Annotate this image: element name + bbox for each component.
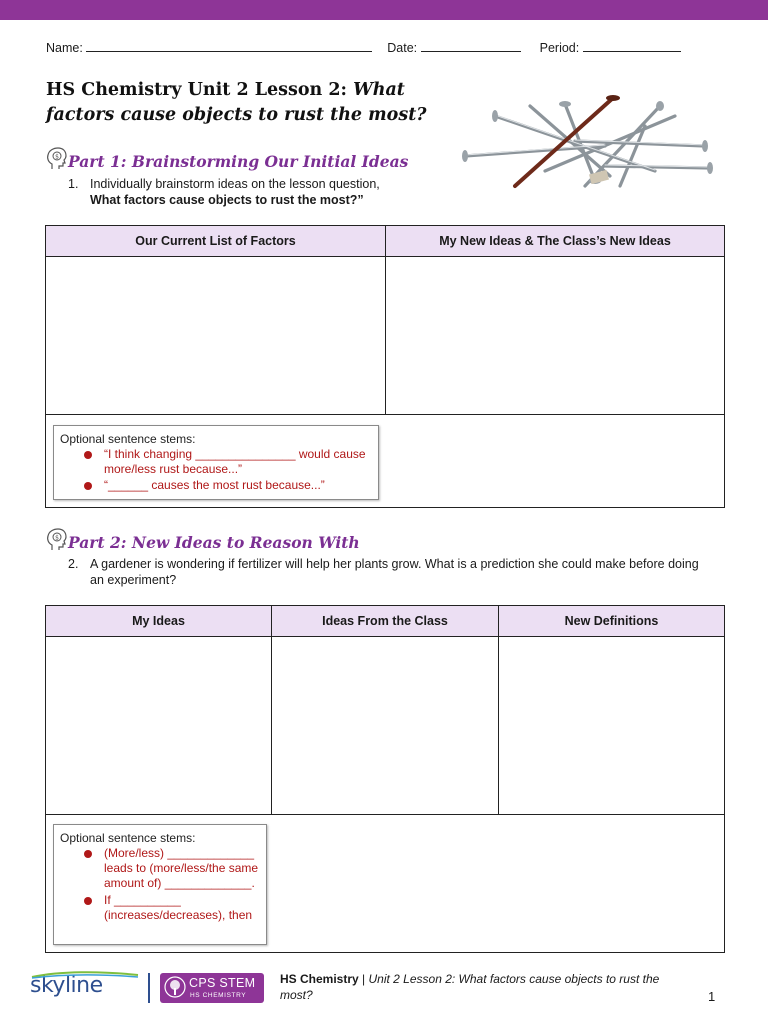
- page-number: 1: [708, 989, 716, 1004]
- title-plain: HS Chemistry Unit 2 Lesson 2:: [46, 80, 347, 100]
- cps-stem-subtitle: HS CHEMISTRY: [190, 992, 247, 999]
- logo-divider: [148, 973, 150, 1003]
- part2-heading: [46, 527, 360, 552]
- part2-stem-item: If __________ (increases/decreases), then: [84, 893, 260, 923]
- bullet-icon: [84, 850, 92, 858]
- top-accent-bar: [0, 0, 768, 20]
- footer-lesson: Unit 2 Lesson 2: What factors cause objects to rust the most?: [280, 972, 660, 1002]
- part2-stems-label: Optional sentence stems:: [60, 831, 196, 845]
- svg-text:$: $: [55, 534, 59, 541]
- bullet-icon: [84, 897, 92, 905]
- name-label: Name:: [46, 41, 83, 55]
- question-1-text: Individually brainstorm ideas on the lesson question,: [90, 177, 380, 191]
- tree-icon: [164, 976, 186, 1000]
- brain-dollar-icon: [46, 528, 68, 552]
- part2-stem-item: (More/less) _____________ leads to (more/less/the same amount of) _____________.: [84, 846, 260, 891]
- footer-separator: |: [358, 972, 369, 986]
- question-2-text: A gardener is wondering if fertilizer will help her plants grow. What is a prediction she could make before doing an experiment?: [90, 557, 699, 587]
- footer-course-text: [280, 971, 680, 1003]
- page-title: [46, 78, 466, 128]
- date-field[interactable]: [421, 40, 521, 52]
- part1-new-ideas-cell[interactable]: [386, 257, 725, 415]
- cps-stem-name: CPS STEM: [189, 976, 256, 990]
- part2-definitions-cell[interactable]: [499, 637, 725, 815]
- part1-header-current-factors: Our Current List of Factors: [46, 226, 386, 257]
- skyline-swoosh-icon: [30, 969, 140, 979]
- skyline-logo: skyline: [30, 973, 103, 998]
- question-1-number: 1.: [68, 177, 79, 191]
- part1-stems-label: Optional sentence stems:: [60, 432, 196, 446]
- footer-course: HS Chemistry: [280, 972, 359, 986]
- period-field[interactable]: [583, 40, 681, 52]
- part2-header-my-ideas: My Ideas: [46, 606, 272, 637]
- part1-header-new-ideas: My New Ideas & The Class’s New Ideas: [386, 226, 725, 257]
- bullet-icon: [84, 482, 92, 490]
- part1-stem-item: “______ causes the most rust because...”: [84, 478, 372, 493]
- page-footer: [0, 965, 768, 1015]
- part2-header-class-ideas: Ideas From the Class: [272, 606, 499, 637]
- part2-my-ideas-cell[interactable]: [46, 637, 272, 815]
- question-1: [68, 176, 708, 208]
- part2-header-definitions: New Definitions: [499, 606, 725, 637]
- part1-stem-item: “I think changing _______________ would cause more/less rust because...”: [84, 447, 372, 477]
- brain-dollar-icon: [46, 147, 68, 171]
- part1-heading: [46, 146, 408, 171]
- svg-text:$: $: [55, 153, 59, 160]
- date-label: Date:: [387, 41, 418, 55]
- part2-title: Part 2: New Ideas to Reason With: [68, 533, 360, 552]
- name-field[interactable]: [86, 40, 372, 52]
- question-2: [68, 556, 708, 588]
- part2-sentence-stems: [53, 824, 267, 945]
- period-label: Period:: [539, 41, 580, 55]
- part1-sentence-stems: [53, 425, 379, 500]
- bullet-icon: [84, 451, 92, 459]
- question-1-bold: What factors cause objects to rust the most?”: [90, 193, 364, 207]
- title-italic: What factors cause objects to rust the most?: [46, 80, 427, 125]
- part1-title: Part 1: Brainstorming Our Initial Ideas: [68, 152, 409, 171]
- part2-class-ideas-cell[interactable]: [272, 637, 499, 815]
- question-2-number: 2.: [68, 557, 79, 571]
- part1-current-factors-cell[interactable]: [46, 257, 386, 415]
- cps-stem-badge: [160, 973, 264, 1003]
- student-info-line: [46, 40, 726, 55]
